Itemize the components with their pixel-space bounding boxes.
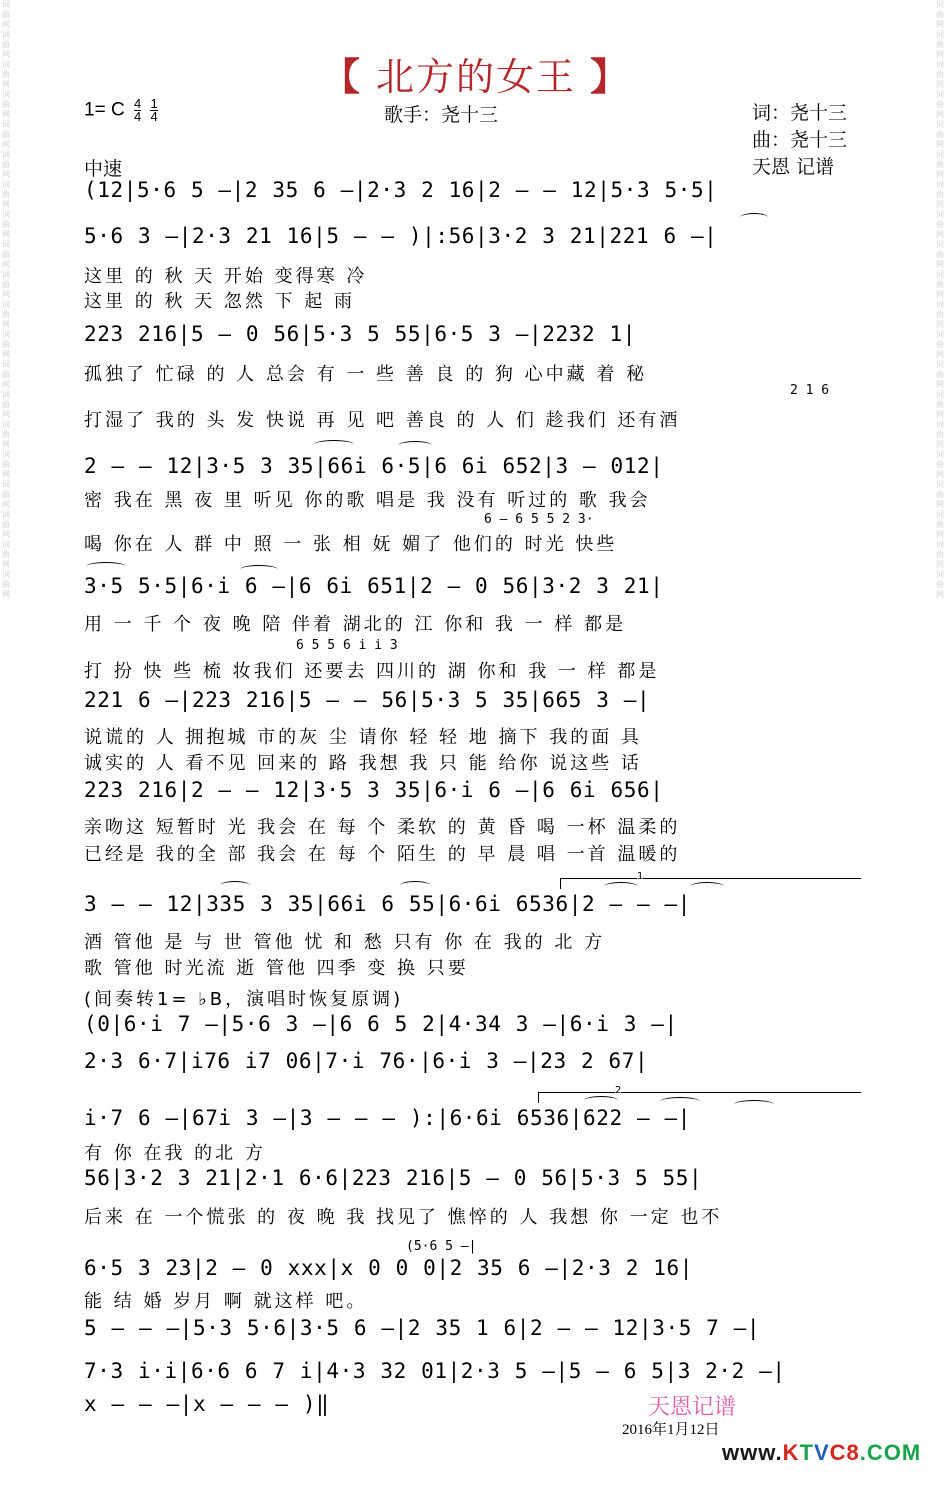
slur-mark xyxy=(220,881,250,890)
watermark-glyph: 曲 xyxy=(936,130,944,139)
slur-mark xyxy=(398,441,432,450)
singer-credit: 歌手：尧十三 xyxy=(384,104,499,126)
watermark-glyph: 网 xyxy=(2,380,10,389)
lyric-line: 打 扮 快 些 梳 妆我们 还要去 四川的 湖 你和 我 一 样 都是 xyxy=(84,661,660,682)
watermark-glyph: 网 xyxy=(936,320,944,329)
volta-bracket-2 xyxy=(538,1085,861,1103)
watermark-glyph: 曲 xyxy=(2,40,10,49)
notation-line: 7·3 i·i|6·6 6 7 i|4·3 32 01|2·3 5 –|5 – 6 5|3 2·2 –| xyxy=(84,1359,786,1383)
spacer xyxy=(110,1048,510,1056)
credits xyxy=(752,100,847,181)
composer-credit: 曲：尧十三 xyxy=(752,129,848,151)
watermark-glyph: 词 xyxy=(2,300,10,309)
watermark-glyph: 网 xyxy=(2,170,10,179)
watermark-glyph: 词 xyxy=(2,570,10,579)
watermark-glyph: 词 xyxy=(936,390,944,399)
key-signature xyxy=(84,98,158,123)
volta-2-label: 2 xyxy=(615,1085,622,1096)
watermark-glyph: 曲 xyxy=(2,550,10,559)
lyric-line: 喝 你在 人 群 中 照 一 张 相 妩 媚了 他们的 时光 快些 xyxy=(84,534,618,555)
watermark-glyph: 词 xyxy=(936,540,944,549)
watermark-glyph: 网 xyxy=(2,50,10,59)
watermark-glyph: 曲 xyxy=(936,250,944,259)
watermark-glyph: 词 xyxy=(2,210,10,219)
watermark-glyph: 词 xyxy=(2,270,10,279)
lyric-line: 歌 管他 时光流 逝 管他 四季 变 换 只要 xyxy=(84,958,469,979)
watermark-glyph: 曲 xyxy=(936,40,944,49)
watermark-glyph: 网 xyxy=(2,230,10,239)
watermark-glyph: 网 xyxy=(2,110,10,119)
notation-line: i·7 6 –|67i 3 –|3 – – – ):|6·6i 6536|622 – –| xyxy=(84,1106,691,1130)
lyric-line: 这里 的 秋 天 忽然 下 起 雨 xyxy=(84,291,356,312)
lyric-line: 有 你 在我 的北 方 xyxy=(84,1143,266,1164)
watermark-glyph: 网 xyxy=(2,200,10,209)
watermark-left xyxy=(2,0,16,1493)
watermark-glyph: 网 xyxy=(936,80,944,89)
watermark-glyph: 曲 xyxy=(2,310,10,319)
watermark-glyph: 词 xyxy=(2,60,10,69)
watermark-glyph: 网 xyxy=(2,470,10,479)
watermark-glyph: 曲 xyxy=(936,550,944,559)
watermark-glyph: 曲 xyxy=(936,100,944,109)
watermark-glyph: 词 xyxy=(936,0,944,9)
watermark-glyph: 网 xyxy=(936,200,944,209)
watermark-glyph: 曲 xyxy=(936,10,944,19)
lyric-line: 酒 管他 是 与 世 管他 忧 和 愁 只有 你 在 我的 北 方 xyxy=(84,932,606,953)
notation-line: 6·5 3 23|2 – 0 xxx|x 0 0 0|2 35 6 –|2·3 2 16| xyxy=(84,1256,693,1280)
key-text: 1= C xyxy=(84,99,125,121)
watermark-glyph: 词 xyxy=(936,270,944,279)
watermark-glyph: 曲 xyxy=(936,190,944,199)
lyric-line: 孤独了 忙碌 的 人 总会 有 一 些 善 良 的 狗 心中藏 着 秘 xyxy=(84,364,648,385)
lyric-line: 打湿了 我的 头 发 快说 再 见 吧 善良 的 人 们 趁我们 还有酒 xyxy=(84,410,681,431)
watermark-glyph: 词 xyxy=(2,480,10,489)
watermark-glyph: 曲 xyxy=(936,70,944,79)
alt-note-line: (5·6 5 –| xyxy=(406,1239,477,1254)
watermark-glyph: 网 xyxy=(2,500,10,509)
watermark-glyph: 曲 xyxy=(2,190,10,199)
lyric-line: 密 我在 黑 夜 里 听见 你的歌 唱是 我 没有 听过的 歌 我会 xyxy=(84,490,651,511)
watermark-glyph: 曲 xyxy=(2,130,10,139)
notation-line: (12|5·6 5 –|2 35 6 –|2·3 2 16|2 – – 12|5·3 5·5| xyxy=(84,178,718,202)
watermark-glyph: 曲 xyxy=(2,220,10,229)
watermark-glyph: 词 xyxy=(936,30,944,39)
watermark-glyph: 词 xyxy=(2,30,10,39)
notation-line: 56|3·2 3 21|2·1 6·6|223 216|5 – 0 56|5·3 5 55| xyxy=(84,1166,703,1190)
watermark-glyph: 网 xyxy=(936,380,944,389)
watermark-glyph: 曲 xyxy=(2,580,10,589)
watermark-glyph: 曲 xyxy=(2,430,10,439)
notation-line: 5·6 3 –|2·3 21 16|5 – – )|:56|3·2 3 21|221 6 –| xyxy=(84,224,718,248)
watermark-glyph: 网 xyxy=(936,500,944,509)
watermark-glyph: 曲 xyxy=(2,10,10,19)
watermark-glyph: 词 xyxy=(936,90,944,99)
watermark-glyph: 词 xyxy=(936,450,944,459)
watermark-glyph: 曲 xyxy=(936,430,944,439)
lyric-line: 用 一 千 个 夜 晚 陪 伴着 湖北的 江 你和 我 一 样 都是 xyxy=(84,614,627,635)
watermark-glyph: 曲 xyxy=(936,160,944,169)
watermark-glyph: 网 xyxy=(936,290,944,299)
watermark-glyph: 曲 xyxy=(936,280,944,289)
watermark-glyph: 网 xyxy=(2,80,10,89)
watermark-glyph: 词 xyxy=(2,120,10,129)
slur-mark xyxy=(86,562,126,571)
watermark-glyph: 曲 xyxy=(936,400,944,409)
watermark-glyph: 词 xyxy=(936,150,944,159)
watermark-glyph: 曲 xyxy=(936,490,944,499)
watermark-glyph: 词 xyxy=(2,180,10,189)
watermark-glyph: 网 xyxy=(936,530,944,539)
song-title xyxy=(0,46,952,101)
tempo-marking: 中速 xyxy=(84,158,123,180)
watermark-glyph: 词 xyxy=(936,180,944,189)
lyric-line: 后来 在 一个慌张 的 夜 晚 我 找见了 憔悴的 人 我想 你 一定 也不 xyxy=(84,1207,723,1228)
watermark-glyph: 词 xyxy=(2,420,10,429)
watermark-glyph: 网 xyxy=(2,410,10,419)
date-stamp: 2016年1月12日 xyxy=(622,1422,720,1438)
notation-line: 223 216|2 – – 12|3·5 3 35|6·i 6 –|6 6i 656| xyxy=(84,778,664,802)
watermark-glyph: 词 xyxy=(2,330,10,339)
watermark-glyph: 网 xyxy=(2,350,10,359)
watermark-glyph: 词 xyxy=(2,150,10,159)
watermark-glyph: 曲 xyxy=(2,340,10,349)
watermark-glyph: 曲 xyxy=(2,460,10,469)
alt-note-line: 6 – 6 5 5 2 3· xyxy=(484,512,594,527)
time-signature-2: $\frac{1}{4}$ xyxy=(150,96,158,124)
notation-line: 5 – – –|5·3 5·6|3·5 6 –|2 35 1 6|2 – – 12|3·5 7 –| xyxy=(84,1316,761,1340)
watermark-glyph: 曲 xyxy=(936,460,944,469)
watermark-glyph: 词 xyxy=(936,420,944,429)
website-watermark: www.KTVC8.COM xyxy=(722,1440,922,1465)
watermark-glyph: 曲 xyxy=(2,280,10,289)
notation-line: (0|6·i 7 –|5·6 3 –|6 6 5 2|4·34 3 –|6·i 3 –| xyxy=(84,1012,678,1036)
lyric-line: 说谎的 人 拥抱城 市的灰 尘 请你 轻 轻 地 摘下 我的面 具 xyxy=(84,727,642,748)
watermark-glyph: 词 xyxy=(936,360,944,369)
volta-1-label: 1 xyxy=(637,871,644,882)
watermark-glyph: 曲 xyxy=(936,370,944,379)
alt-note-line: 6 5 5 6 i i 3 xyxy=(296,638,398,653)
lyric-line: 亲吻这 短暂时 光 我会 在 每 个 柔软 的 黄 昏 喝 一杯 温柔的 xyxy=(84,817,681,838)
watermark-glyph: 词 xyxy=(936,240,944,249)
watermark-glyph: 网 xyxy=(936,470,944,479)
watermark-glyph: 网 xyxy=(936,260,944,269)
watermark-glyph: 曲 xyxy=(2,400,10,409)
transcriber-credit: 天恩 记谱 xyxy=(752,156,835,178)
notation-line: x – – –|x – – – )‖ xyxy=(84,1392,330,1416)
watermark-glyph: 网 xyxy=(936,440,944,449)
notation-line: 2 – – 12|3·5 3 35|66i 6·5|6 6i 652|3 – 012| xyxy=(84,454,664,478)
watermark-glyph: 曲 xyxy=(2,250,10,259)
time-signature-1: $\frac{4}{4}$ xyxy=(133,96,142,124)
alt-note-line: 2 1 6 xyxy=(790,383,830,398)
watermark-glyph: 词 xyxy=(936,330,944,339)
watermark-glyph: 网 xyxy=(936,110,944,119)
lyricist-credit: 词：尧十三 xyxy=(752,102,848,124)
watermark-glyph: 词 xyxy=(2,450,10,459)
watermark-glyph: 曲 xyxy=(2,490,10,499)
lyric-line: (间奏转1= ♭B，演唱时恢复原调) xyxy=(84,989,404,1010)
watermark-glyph: 曲 xyxy=(936,220,944,229)
watermark-glyph: 词 xyxy=(936,60,944,69)
watermark-glyph: 词 xyxy=(936,210,944,219)
watermark-glyph: 词 xyxy=(936,480,944,489)
watermark-glyph: 曲 xyxy=(936,580,944,589)
watermark-glyph: 词 xyxy=(2,90,10,99)
slur-mark xyxy=(400,881,430,890)
watermark-glyph: 曲 xyxy=(2,520,10,529)
watermark-glyph: 网 xyxy=(936,590,944,599)
watermark-glyph: 网 xyxy=(2,140,10,149)
volta-bracket-1 xyxy=(560,871,861,889)
watermark-glyph: 词 xyxy=(936,510,944,519)
watermark-glyph: 词 xyxy=(2,390,10,399)
watermark-glyph: 词 xyxy=(936,570,944,579)
watermark-glyph: 网 xyxy=(936,50,944,59)
watermark-glyph: 网 xyxy=(2,260,10,269)
slur-mark xyxy=(314,440,354,449)
watermark-glyph: 网 xyxy=(936,350,944,359)
watermark-glyph: 网 xyxy=(2,320,10,329)
watermark-glyph: 词 xyxy=(936,120,944,129)
watermark-glyph: 曲 xyxy=(936,520,944,529)
watermark-glyph: 曲 xyxy=(936,310,944,319)
notation-line: 223 216|5 – 0 56|5·3 5 55|6·5 3 –|2232 1| xyxy=(84,322,636,346)
notation-line: 2·3 6·7|i76 i7 06|7·i 76·|6·i 3 –|23 2 67| xyxy=(84,1049,649,1073)
watermark-glyph: 网 xyxy=(936,410,944,419)
watermark-glyph: 网 xyxy=(2,440,10,449)
watermark-glyph: 网 xyxy=(936,20,944,29)
watermark-glyph: 词 xyxy=(936,300,944,309)
lyric-line: 已经是 我的全 部 我会 在 每 个 陌生 的 早 晨 唱 一首 温暖的 xyxy=(84,844,681,865)
watermark-glyph: 网 xyxy=(2,530,10,539)
title-text: 北方的女王 xyxy=(375,55,576,99)
lyric-line: 诚实的 人 看不见 回来的 路 我想 我 只 能 给你 说这些 话 xyxy=(84,753,642,774)
watermark-glyph: 网 xyxy=(936,140,944,149)
title-bracket-open: 【 xyxy=(321,55,362,99)
slur-mark xyxy=(740,213,768,222)
watermark-glyph: 词 xyxy=(2,360,10,369)
notation-line: 221 6 –|223 216|5 – – 56|5·3 5 35|665 3 –| xyxy=(84,688,651,712)
watermark-glyph: 曲 xyxy=(2,100,10,109)
watermark-glyph: 网 xyxy=(936,170,944,179)
watermark-glyph: 词 xyxy=(2,240,10,249)
watermark-glyph: 网 xyxy=(936,560,944,569)
watermark-glyph: 网 xyxy=(2,20,10,29)
watermark-glyph: 网 xyxy=(2,560,10,569)
notation-line: 3 – – 12|335 3 35|66i 6 55|6·6i 6536|2 – – –| xyxy=(84,892,691,916)
slur-mark xyxy=(240,565,278,574)
watermark-glyph: 词 xyxy=(2,0,10,9)
watermark-glyph: 曲 xyxy=(2,70,10,79)
title-bracket-close: 】 xyxy=(590,55,631,99)
watermark-glyph: 网 xyxy=(2,290,10,299)
watermark-glyph: 曲 xyxy=(936,340,944,349)
watermark-right xyxy=(936,0,950,1493)
watermark-glyph: 网 xyxy=(2,590,10,599)
watermark-glyph: 曲 xyxy=(2,160,10,169)
watermark-glyph: 词 xyxy=(2,540,10,549)
watermark-glyph: 曲 xyxy=(2,370,10,379)
notation-line: 3·5 5·5|6·i 6 –|6 6i 651|2 – 0 56|3·2 3 21| xyxy=(84,574,664,598)
transcriber-signature: 天恩记谱 xyxy=(648,1395,737,1420)
watermark-glyph: 词 xyxy=(2,510,10,519)
watermark-glyph: 网 xyxy=(936,230,944,239)
lyric-line: 能 结 婚 岁月 啊 就这样 吧。 xyxy=(84,1291,368,1312)
lyric-line: 这里 的 秋 天 开始 变得寒 冷 xyxy=(84,266,368,287)
